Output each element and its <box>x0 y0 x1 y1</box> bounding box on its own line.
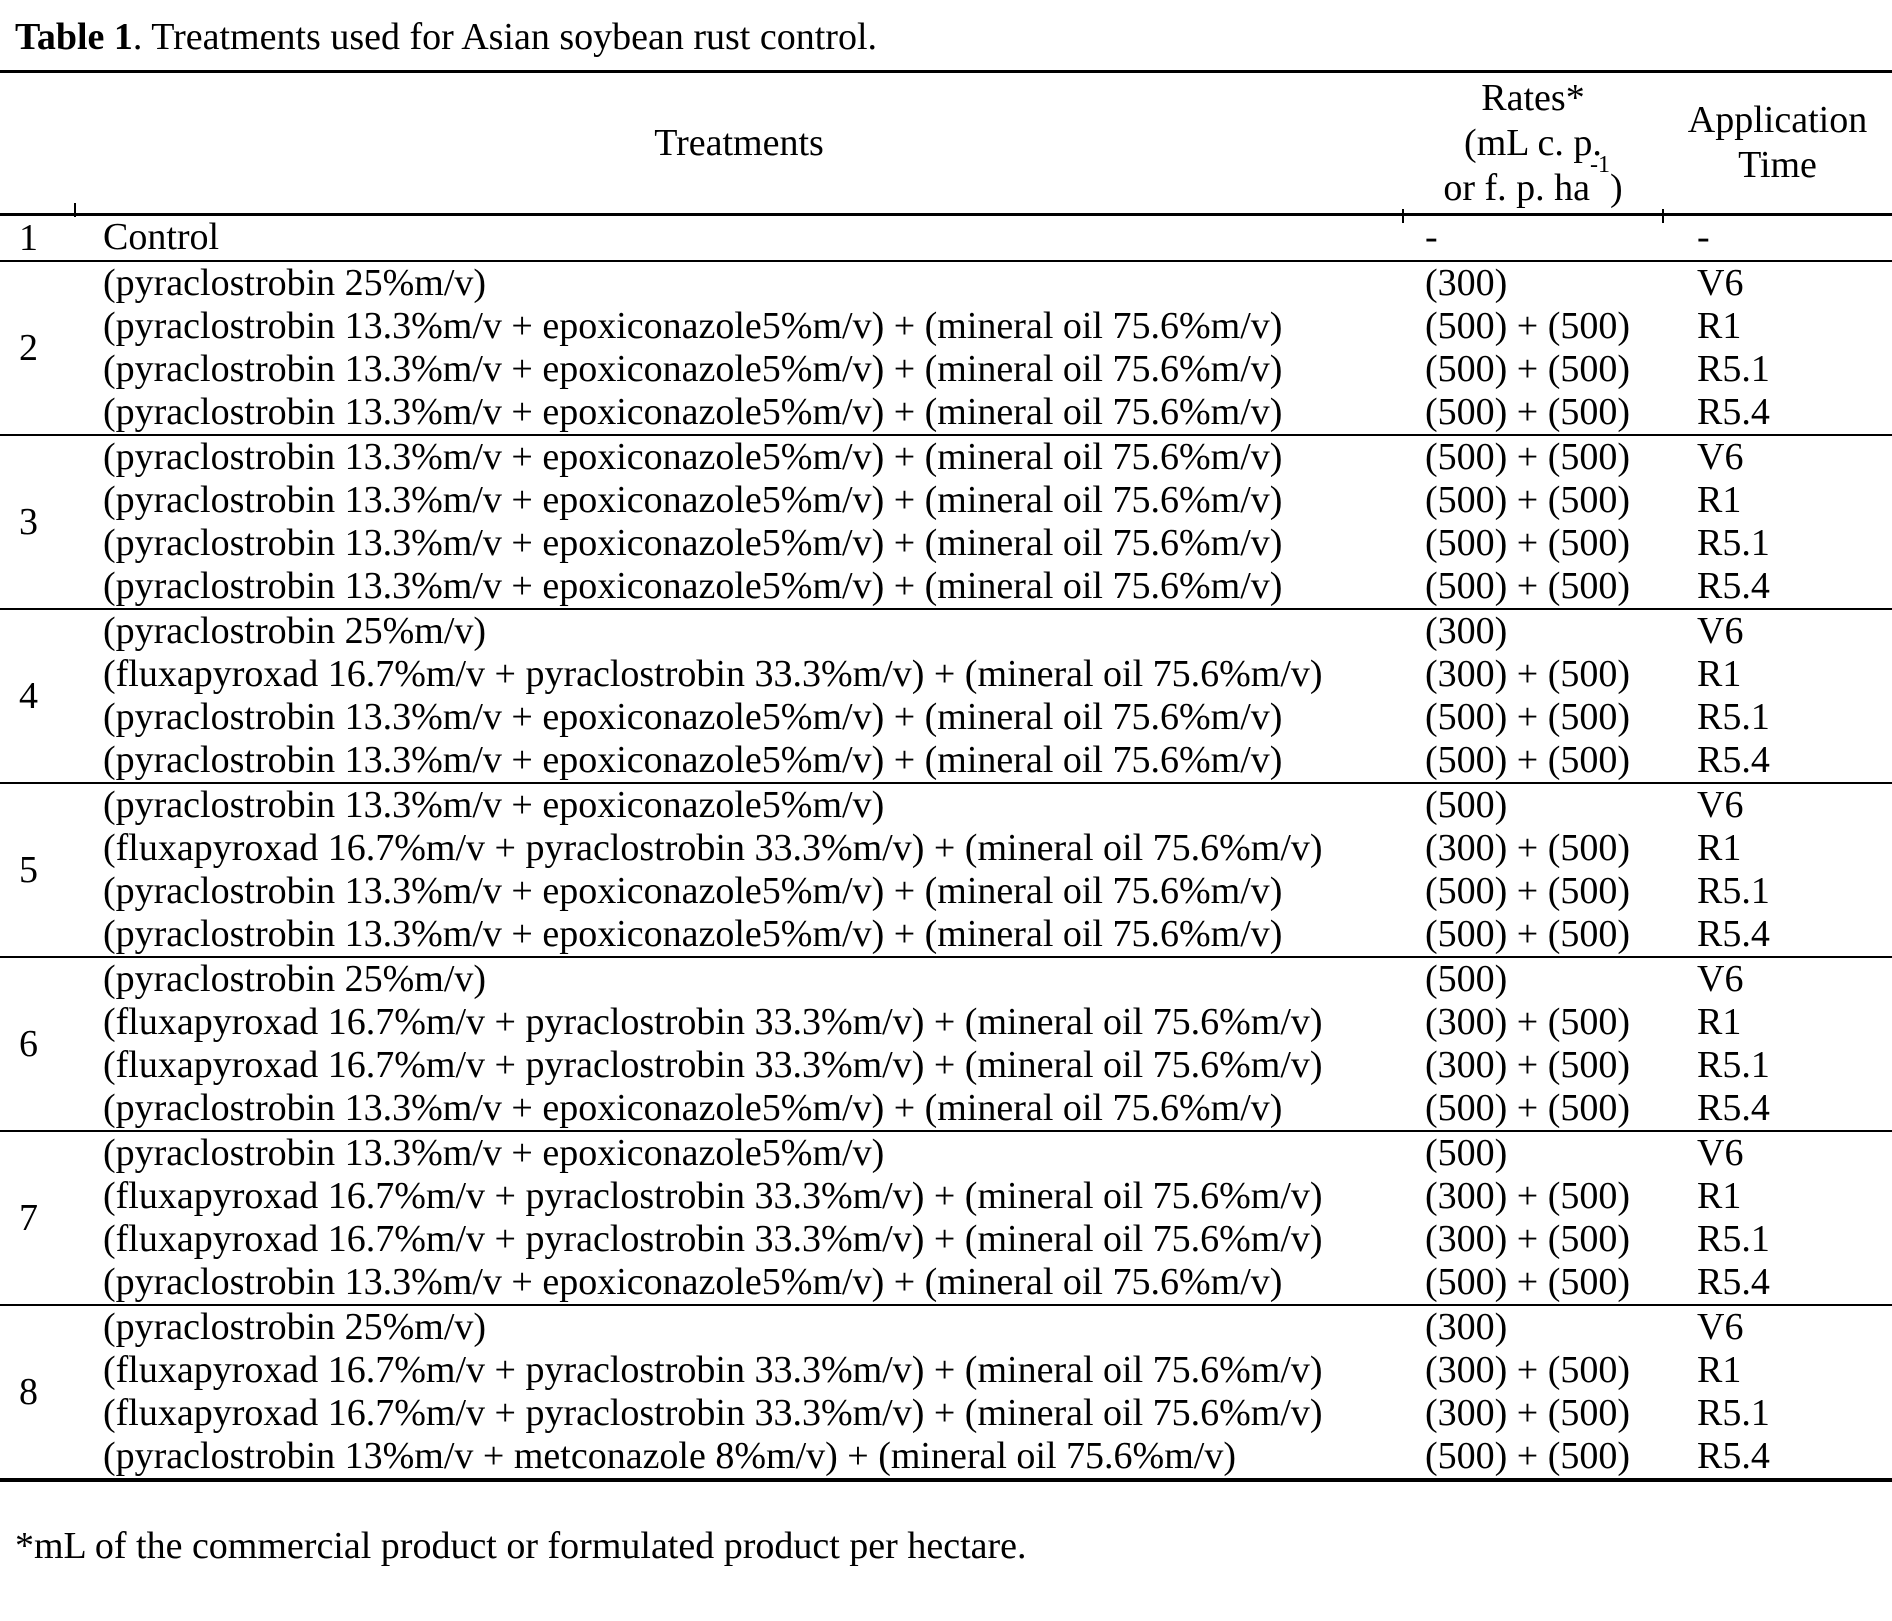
rates-header-line3 <box>1403 151 1663 211</box>
application-time-cell: - <box>1697 216 1710 258</box>
rate-cell: (500) + (500) <box>1425 565 1631 607</box>
table-row <box>75 216 1892 259</box>
treatment-number: 6 <box>19 1023 38 1065</box>
rate-cell: (300) <box>1425 1306 1508 1348</box>
application-time-cell: R5.4 <box>1697 913 1770 955</box>
application-time-cell: R5.4 <box>1697 1087 1770 1129</box>
application-time-cell: V6 <box>1697 958 1744 1000</box>
application-time-cell: R5.4 <box>1697 739 1770 781</box>
table-row <box>75 262 1892 305</box>
rate-cell: - <box>1425 216 1438 258</box>
treatment-number: 2 <box>19 327 38 369</box>
rate-cell: (300) <box>1425 610 1508 652</box>
application-time-cell: V6 <box>1697 1132 1744 1174</box>
rate-cell: (500) + (500) <box>1425 1435 1631 1477</box>
rates-header-line1: Rates* <box>1481 76 1585 119</box>
application-time-cell: R5.1 <box>1697 1044 1770 1086</box>
table-row <box>75 1175 1892 1218</box>
table-row <box>75 348 1892 391</box>
application-time-cell: V6 <box>1697 784 1744 826</box>
cell-border-tick <box>1402 209 1404 223</box>
rate-cell: (300) + (500) <box>1425 1218 1631 1260</box>
application-time-cell: R5.1 <box>1697 1218 1770 1260</box>
table-caption <box>15 12 1892 70</box>
treatment-group <box>0 958 1892 1132</box>
rate-cell: (500) + (500) <box>1425 1087 1631 1129</box>
application-time-cell: R1 <box>1697 479 1742 521</box>
table-row <box>75 870 1892 913</box>
treatment-cell: (fluxapyroxad 16.7%m/v + pyraclostrobin 33.3%m/v) + (mineral oil 75.6%m/v) <box>103 1044 1323 1086</box>
table-row <box>75 1218 1892 1261</box>
treatment-cell: (pyraclostrobin 13.3%m/v + epoxiconazole5%m/v) + (mineral oil 75.6%m/v) <box>103 739 1283 781</box>
treatment-group-rows <box>75 1306 1892 1478</box>
rates-header-line2: (mL c. p. <box>1464 121 1602 164</box>
treatment-group <box>0 436 1892 610</box>
treatment-cell: (pyraclostrobin 13.3%m/v + epoxiconazole5%m/v) + (mineral oil 75.6%m/v) <box>103 870 1283 912</box>
treatment-group-rows <box>75 610 1892 782</box>
treatment-number: 7 <box>19 1197 38 1239</box>
treatment-number: 1 <box>19 217 38 259</box>
table-row <box>75 827 1892 870</box>
treatment-cell: (pyraclostrobin 13.3%m/v + epoxiconazole5%m/v) + (mineral oil 75.6%m/v) <box>103 565 1283 607</box>
table-footnote: *mL of the commercial product or formulated product per hectare. <box>15 1525 1027 1567</box>
application-time-cell: R5.4 <box>1697 565 1770 607</box>
table-row <box>75 436 1892 479</box>
treatment-cell: (pyraclostrobin 13.3%m/v + epoxiconazole5%m/v) + (mineral oil 75.6%m/v) <box>103 522 1283 564</box>
treatment-group <box>0 262 1892 436</box>
treatment-cell: (fluxapyroxad 16.7%m/v + pyraclostrobin 33.3%m/v) + (mineral oil 75.6%m/v) <box>103 1218 1323 1260</box>
application-time-cell: V6 <box>1697 262 1744 304</box>
treatment-group <box>0 784 1892 958</box>
rate-cell: (300) + (500) <box>1425 1001 1631 1043</box>
application-time-cell: V6 <box>1697 1306 1744 1348</box>
treatment-group <box>0 1306 1892 1478</box>
treatment-group-rows <box>75 784 1892 956</box>
rate-cell: (500) + (500) <box>1425 1261 1631 1303</box>
rate-cell: (500) + (500) <box>1425 739 1631 781</box>
table-row <box>75 1435 1892 1478</box>
treatment-cell: (pyraclostrobin 25%m/v) <box>103 610 487 652</box>
treatment-group-rows <box>75 436 1892 608</box>
treatment-number: 4 <box>19 675 38 717</box>
table-row <box>75 913 1892 956</box>
rate-cell: (300) <box>1425 262 1508 304</box>
table-row <box>75 391 1892 434</box>
treatment-cell: (pyraclostrobin 25%m/v) <box>103 262 487 304</box>
col-header-application-time <box>1663 73 1892 213</box>
table-row <box>75 739 1892 782</box>
treatment-group-rows <box>75 1132 1892 1304</box>
table-row <box>75 522 1892 565</box>
table-row <box>75 958 1892 1001</box>
application-time-cell: V6 <box>1697 610 1744 652</box>
treatment-cell: (pyraclostrobin 13.3%m/v + epoxiconazole5%m/v) + (mineral oil 75.6%m/v) <box>103 1087 1283 1129</box>
table-row <box>75 305 1892 348</box>
table-row <box>75 1132 1892 1175</box>
col-header-rates <box>1403 73 1663 213</box>
rate-cell: (300) + (500) <box>1425 1175 1631 1217</box>
application-header-line1: Application <box>1687 99 1868 141</box>
application-time-cell: R5.1 <box>1697 348 1770 390</box>
table-row <box>75 1001 1892 1044</box>
rate-cell: (300) + (500) <box>1425 1392 1631 1434</box>
treatment-cell: (fluxapyroxad 16.7%m/v + pyraclostrobin 33.3%m/v) + (mineral oil 75.6%m/v) <box>103 1392 1323 1434</box>
rate-cell: (500) <box>1425 784 1508 826</box>
table-row <box>75 784 1892 827</box>
application-time-cell: R5.4 <box>1697 1261 1770 1303</box>
application-time-cell: R1 <box>1697 305 1742 347</box>
rate-cell: (500) <box>1425 958 1508 1000</box>
table-header-row <box>0 73 1892 216</box>
cell-border-tick <box>74 203 76 217</box>
rate-cell: (500) + (500) <box>1425 479 1631 521</box>
application-time-cell: R5.1 <box>1697 696 1770 738</box>
table-row <box>75 1349 1892 1392</box>
treatment-cell: (fluxapyroxad 16.7%m/v + pyraclostrobin 33.3%m/v) + (mineral oil 75.6%m/v) <box>103 827 1323 869</box>
application-time-cell: R1 <box>1697 1175 1742 1217</box>
treatment-number: 8 <box>19 1371 38 1413</box>
rate-cell: (500) + (500) <box>1425 870 1631 912</box>
treatment-group <box>0 216 1892 262</box>
table-caption-label: Table 1 <box>15 16 133 58</box>
application-time-cell: R1 <box>1697 653 1742 695</box>
treatment-group <box>0 610 1892 784</box>
treatment-cell: (fluxapyroxad 16.7%m/v + pyraclostrobin 33.3%m/v) + (mineral oil 75.6%m/v) <box>103 1175 1323 1217</box>
application-time-cell: R5.4 <box>1697 1435 1770 1477</box>
application-time-cell: R5.1 <box>1697 870 1770 912</box>
rate-cell: (300) + (500) <box>1425 653 1631 695</box>
table-row <box>75 1392 1892 1435</box>
application-header-line2: Time <box>1738 144 1817 186</box>
rate-cell: (500) + (500) <box>1425 391 1631 433</box>
col-header-treatments <box>75 73 1403 213</box>
treatment-cell: (pyraclostrobin 25%m/v) <box>103 1306 487 1348</box>
table-body <box>0 216 1892 1478</box>
treatment-cell: (pyraclostrobin 25%m/v) <box>103 958 487 1000</box>
treatment-group <box>0 1132 1892 1306</box>
application-time-cell: R5.4 <box>1697 391 1770 433</box>
treatment-cell: (fluxapyroxad 16.7%m/v + pyraclostrobin 33.3%m/v) + (mineral oil 75.6%m/v) <box>103 1349 1323 1391</box>
treatment-cell: (pyraclostrobin 13%m/v + metconazole 8%m/v) + (mineral oil 75.6%m/v) <box>103 1435 1236 1477</box>
rate-cell: (300) + (500) <box>1425 827 1631 869</box>
table-row <box>75 1306 1892 1349</box>
rates-header-line3-post: ) <box>1610 166 1623 209</box>
rates-header-superscript: -1 <box>1590 151 1611 178</box>
rate-cell: (500) + (500) <box>1425 913 1631 955</box>
col-header-number <box>0 73 75 213</box>
rate-cell: (300) + (500) <box>1425 1349 1631 1391</box>
table-row <box>75 653 1892 696</box>
treatments-table <box>0 70 1892 1482</box>
cell-border-tick <box>1662 209 1664 223</box>
treatment-cell: (pyraclostrobin 13.3%m/v + epoxiconazole5%m/v) + (mineral oil 75.6%m/v) <box>103 1261 1283 1303</box>
rates-header-line3-pre: or f. p. ha <box>1443 166 1591 209</box>
treatment-cell: (pyraclostrobin 13.3%m/v + epoxiconazole5%m/v) + (mineral oil 75.6%m/v) <box>103 913 1283 955</box>
rate-cell: (500) <box>1425 1132 1508 1174</box>
treatment-cell: (fluxapyroxad 16.7%m/v + pyraclostrobin 33.3%m/v) + (mineral oil 75.6%m/v) <box>103 653 1323 695</box>
treatment-cell: (pyraclostrobin 13.3%m/v + epoxiconazole5%m/v) <box>103 784 885 826</box>
application-time-cell: R1 <box>1697 1001 1742 1043</box>
treatment-number: 3 <box>19 501 38 543</box>
application-time-cell: R1 <box>1697 827 1742 869</box>
treatment-cell: (pyraclostrobin 13.3%m/v + epoxiconazole5%m/v) + (mineral oil 75.6%m/v) <box>103 479 1283 521</box>
rate-cell: (500) + (500) <box>1425 348 1631 390</box>
treatment-cell: (pyraclostrobin 13.3%m/v + epoxiconazole5%m/v) + (mineral oil 75.6%m/v) <box>103 436 1283 478</box>
col-header-treatments-label: Treatments <box>654 122 824 164</box>
rate-cell: (500) + (500) <box>1425 522 1631 564</box>
treatment-cell: (pyraclostrobin 13.3%m/v + epoxiconazole5%m/v) + (mineral oil 75.6%m/v) <box>103 305 1283 347</box>
application-time-cell: R5.1 <box>1697 522 1770 564</box>
treatment-group-rows <box>75 262 1892 434</box>
application-time-cell: R1 <box>1697 1349 1742 1391</box>
application-time-cell: V6 <box>1697 436 1744 478</box>
table-row <box>75 1044 1892 1087</box>
treatment-number: 5 <box>19 849 38 891</box>
rate-cell: (500) + (500) <box>1425 696 1631 738</box>
treatment-cell: (pyraclostrobin 13.3%m/v + epoxiconazole5%m/v) + (mineral oil 75.6%m/v) <box>103 348 1283 390</box>
table-row <box>75 610 1892 653</box>
application-time-cell: R5.1 <box>1697 1392 1770 1434</box>
treatment-group-rows <box>75 958 1892 1130</box>
treatment-cell: Control <box>103 216 220 258</box>
treatment-group-rows <box>75 216 1892 260</box>
table-row <box>75 565 1892 608</box>
treatment-cell: (pyraclostrobin 13.3%m/v + epoxiconazole5%m/v) + (mineral oil 75.6%m/v) <box>103 696 1283 738</box>
table-row <box>75 696 1892 739</box>
treatment-cell: (fluxapyroxad 16.7%m/v + pyraclostrobin 33.3%m/v) + (mineral oil 75.6%m/v) <box>103 1001 1323 1043</box>
table-row <box>75 1261 1892 1304</box>
table-row <box>75 1087 1892 1130</box>
treatment-cell: (pyraclostrobin 13.3%m/v + epoxiconazole5%m/v) + (mineral oil 75.6%m/v) <box>103 391 1283 433</box>
table-row <box>75 479 1892 522</box>
rate-cell: (500) + (500) <box>1425 436 1631 478</box>
table-caption-text: . Treatments used for Asian soybean rust control. <box>132 16 878 58</box>
treatment-cell: (pyraclostrobin 13.3%m/v + epoxiconazole5%m/v) <box>103 1132 885 1174</box>
rate-cell: (500) + (500) <box>1425 305 1631 347</box>
rate-cell: (300) + (500) <box>1425 1044 1631 1086</box>
